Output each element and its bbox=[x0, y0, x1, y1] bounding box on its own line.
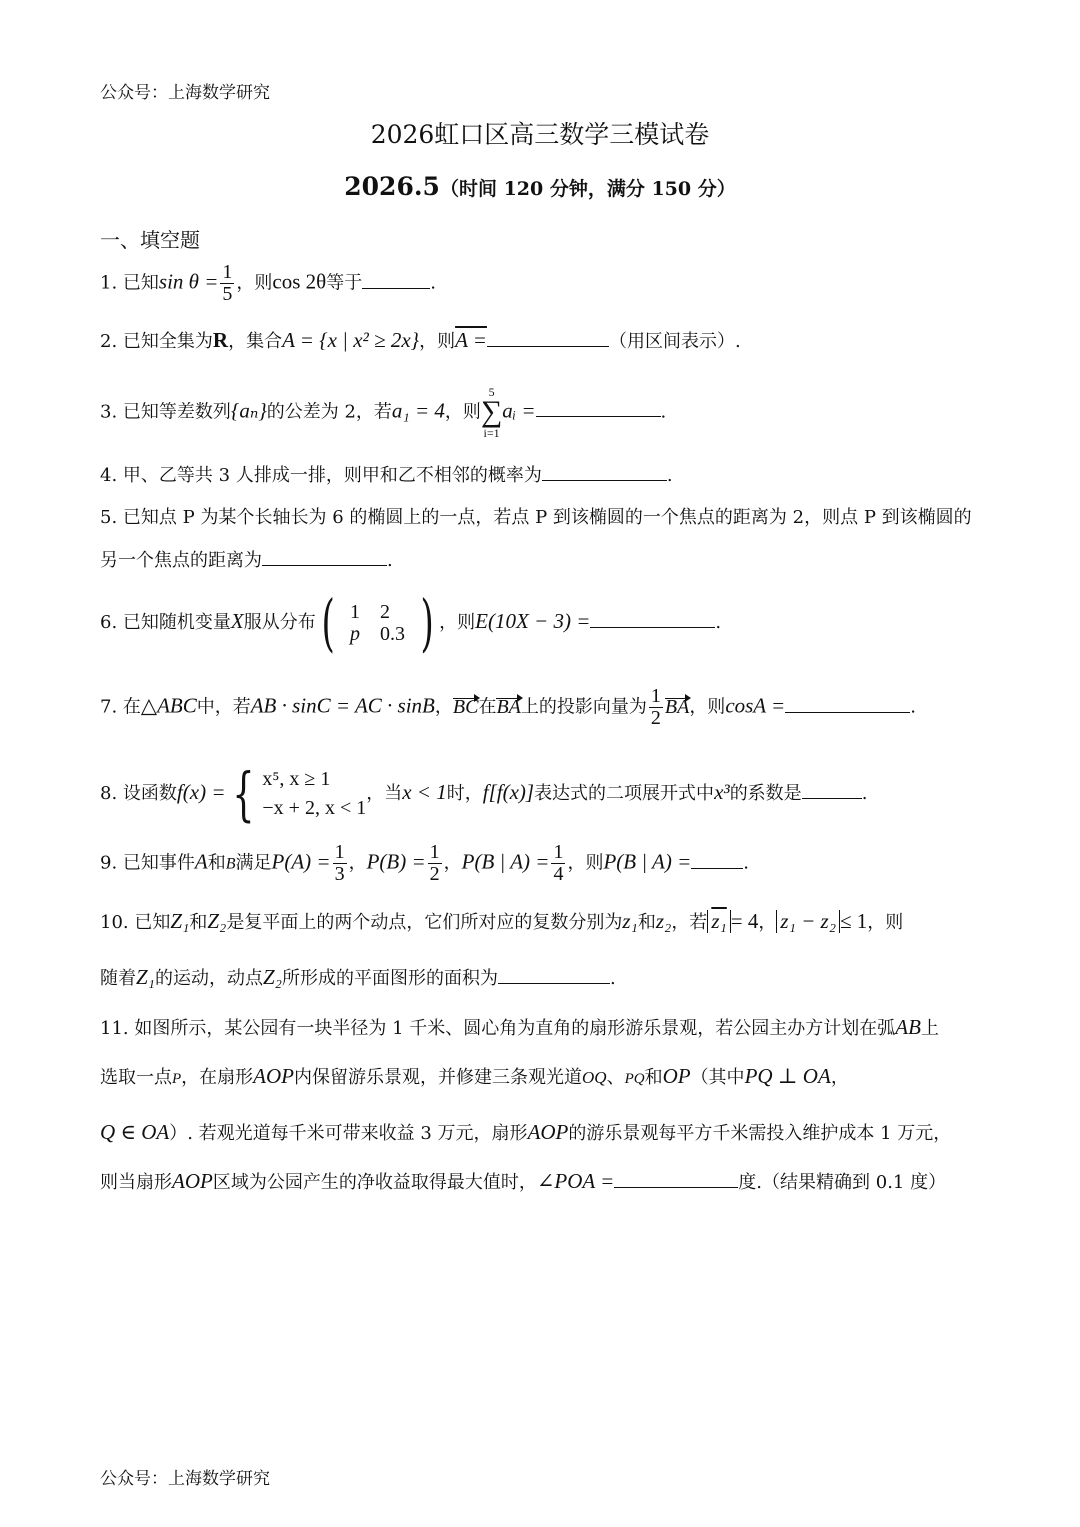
question-2: 2. 已知全集为R，集合A = {x | x² ≥ 2x}，则A = （用区间表示）. bbox=[100, 328, 741, 352]
distribution-matrix: ( 1 2 p 0.3 ) bbox=[321, 586, 434, 659]
question-1: 1. 已知sin θ = $\frac{1}{5}$ ，则cos 2θ等于 . bbox=[100, 261, 436, 305]
answer-blank-2[interactable] bbox=[487, 346, 609, 347]
question-11-line3: Q ∈ OA）. 若观光道每千米可带来收益 3 万元，扇形AOP的游乐景观每平方千米需投入维护成本 1 万元， bbox=[100, 1120, 952, 1144]
exam-subtitle bbox=[0, 172, 1080, 201]
answer-blank-7[interactable] bbox=[785, 712, 910, 713]
question-11: 11. 如图所示，某公园有一块半径为 1 千米、圆心角为直角的扇形游乐景观，若公园主办方计划在弧AB上 bbox=[100, 1015, 939, 1039]
question-4: 4. 甲、乙等共 3 人排成一排，则甲和乙不相邻的概率为 . bbox=[100, 465, 673, 486]
piecewise-function: { x⁵, x ≥ 1 −x + 2, x < 1 bbox=[232, 760, 367, 828]
answer-blank-6[interactable] bbox=[590, 627, 715, 628]
exam-date: 2026.5 bbox=[344, 172, 440, 201]
question-5: 5. 已知点 P 为某个长轴长为 6 的椭圆上的一点，若点 P 到该椭圆的一个焦点的距离为 2，则点 P 到该椭圆的 bbox=[100, 507, 972, 528]
answer-blank-8[interactable] bbox=[802, 798, 862, 799]
question-11-line4: 则当扇形AOP区域为公园产生的净收益取得最大值时，∠POA = 度.（结果精确到 0.1 度） bbox=[100, 1169, 947, 1193]
fraction: $\frac{1}{2}$ bbox=[650, 685, 661, 729]
question-11-line2: 选取一点P，在扇形AOP内保留游乐景观，并修建三条观光道OQ、PQ和OP（其中PQ ⊥ OA， bbox=[100, 1064, 849, 1088]
answer-blank-1[interactable] bbox=[362, 288, 430, 289]
question-7: 7. 在△ABC中，若AB · sinC = AC · sinB，BC在BA上的投影向量为 $\frac{1}{2}$ BA，则cosA = . bbox=[100, 685, 916, 729]
fraction: $\frac{1}{5}$ bbox=[222, 261, 233, 305]
question-6: 6. 已知随机变量X服从分布 ( 1 2 p 0.3 ) ，则E(10X − 3) = . bbox=[100, 586, 722, 659]
exam-title: 2026虹口区高三数学三模试卷 bbox=[370, 120, 710, 149]
section-title: 一、填空题 bbox=[100, 228, 200, 252]
answer-blank-10[interactable] bbox=[498, 983, 610, 984]
question-9: 9. 已知事件A和B满足P(A) = $\frac{1}{3}$ ，P(B) = $\frac{1}{2}$ ，P(B | A) = $\frac{1}{4}$ ，则P(B | A) = . bbox=[100, 841, 749, 885]
question-5-line2: 另一个焦点的距离为 . bbox=[100, 550, 393, 571]
question-8: 8. 设函数f(x) = { x⁵, x ≥ 1 −x + 2, x < 1 ，当x < 1时，f[f(x)]表达式的二项展开式中x³的系数是 . bbox=[100, 760, 868, 828]
answer-blank-3[interactable] bbox=[536, 416, 661, 417]
answer-blank-5[interactable] bbox=[262, 565, 387, 566]
question-3: 3. 已知等差数列{aₙ}的公差为 2，若a₁ = 4，则 5 ∑ i=1 aᵢ = . bbox=[100, 385, 667, 440]
header-note: 公众号：上海数学研究 bbox=[100, 83, 270, 103]
footer-note: 公众号：上海数学研究 bbox=[100, 1469, 270, 1489]
question-10-line2: 随着Z₁的运动，动点Z₂所形成的平面图形的面积为 . bbox=[100, 965, 616, 989]
summation: 5 ∑ i=1 bbox=[480, 385, 503, 440]
answer-blank-9[interactable] bbox=[691, 868, 743, 869]
answer-blank-11[interactable] bbox=[614, 1187, 738, 1188]
exam-info: （时间 120 分钟，满分 150 分） bbox=[439, 178, 736, 200]
question-10: 10. 已知Z₁和Z₂是复平面上的两个动点，它们所对应的复数分别为z₁和z₂，若 z₁ = 4， z₁ − z₂ ≤ 1，则 bbox=[100, 909, 904, 933]
answer-blank-4[interactable] bbox=[542, 480, 667, 481]
